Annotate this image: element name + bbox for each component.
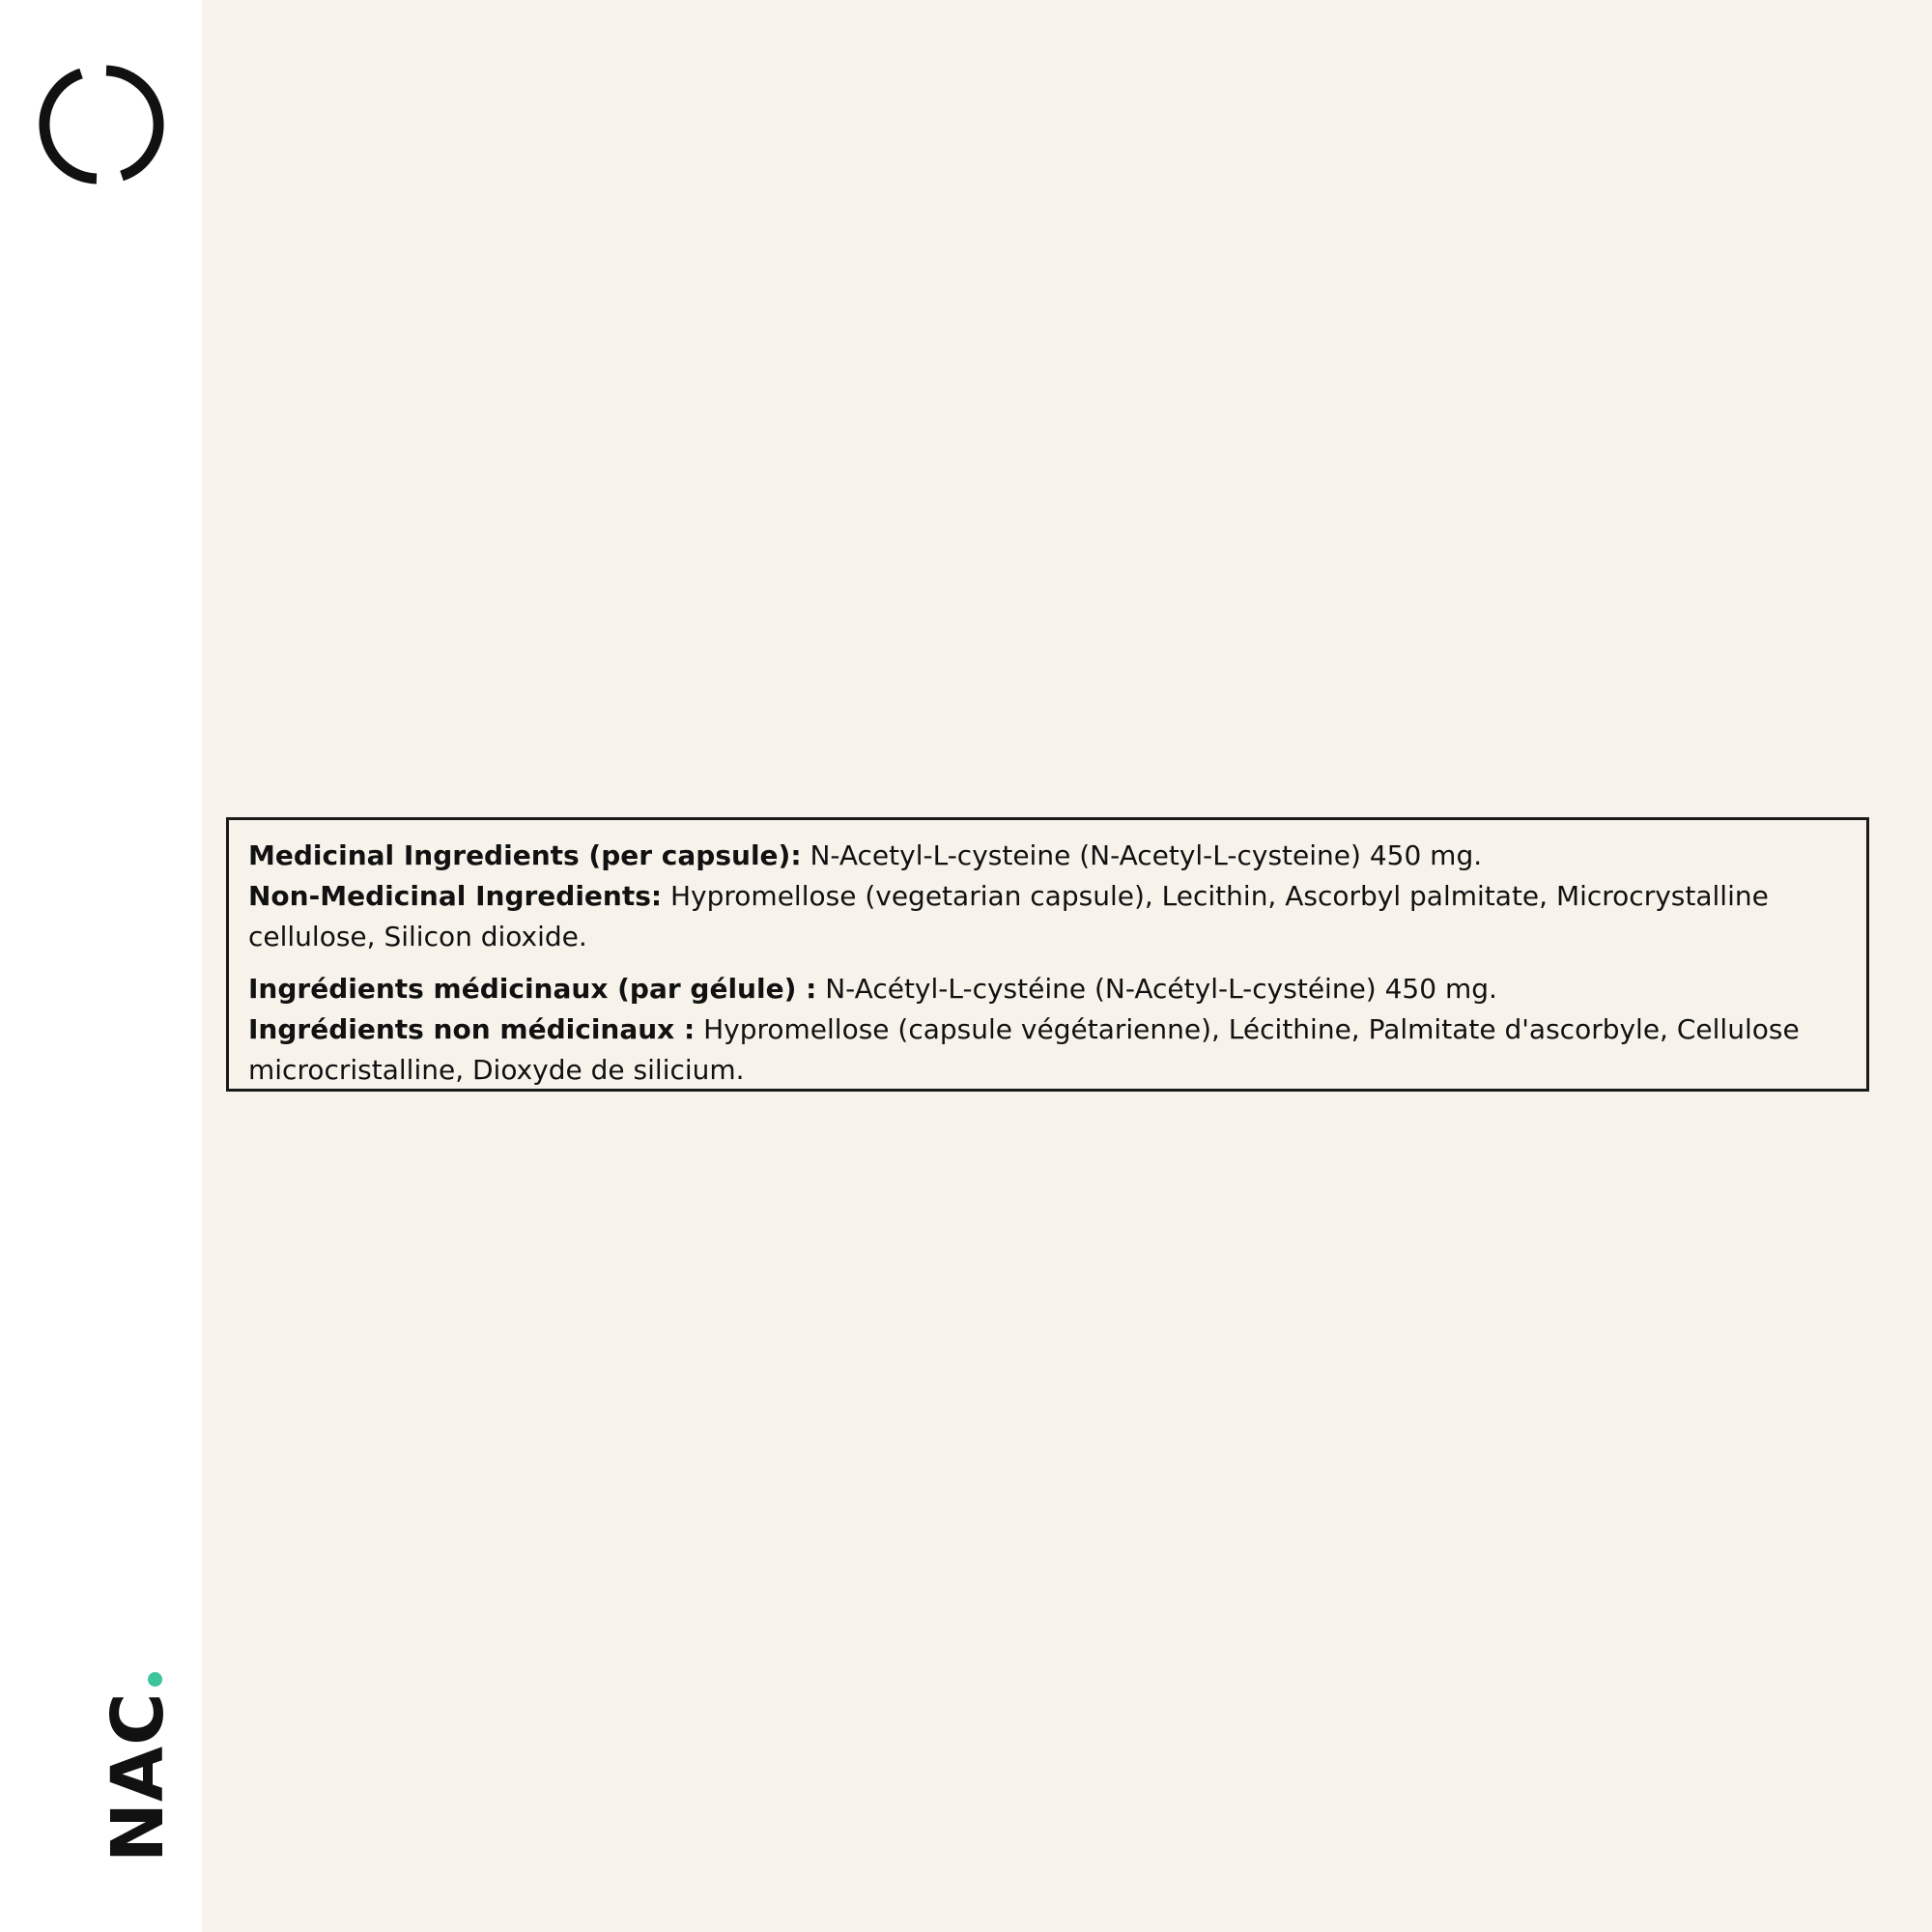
medicinal-text-fr: N-Acétyl-L-cystéine (N-Acétyl-L-cystéine) 450 mg.: [825, 973, 1497, 1005]
non-medicinal-text-fr: Hypromellose (capsule végétarienne), Lécithine, Palmitate d'ascorbyle, Cellulose microcristalline, Dioxyde de silicium.: [248, 1013, 1800, 1086]
non-medicinal-label-en: Non-Medicinal Ingredients:: [248, 880, 663, 912]
broken-circle-logo-icon: [39, 62, 164, 187]
brand-wordmark: [97, 1672, 180, 1862]
sidebar: [0, 0, 202, 1932]
ingredients-panel: [226, 817, 1869, 1092]
medicinal-label-fr: Ingrédients médicinaux (par gélule) :: [248, 973, 817, 1005]
non-medicinal-ingredients-en: [248, 876, 1847, 957]
medicinal-label-en: Medicinal Ingredients (per capsule):: [248, 839, 802, 871]
non-medicinal-label-fr: Ingrédients non médicinaux :: [248, 1013, 696, 1045]
medicinal-ingredients-en: [248, 836, 1847, 876]
non-medicinal-ingredients-fr: [248, 1009, 1847, 1091]
brand-accent-dot: [148, 1672, 162, 1687]
medicinal-ingredients-fr: [248, 969, 1847, 1009]
medicinal-text-en: N-Acetyl-L-cysteine (N-Acetyl-L-cysteine) 450 mg.: [810, 839, 1483, 871]
non-medicinal-text-en: Hypromellose (vegetarian capsule), Lecithin, Ascorbyl palmitate, Microcrystalline cellulose, Silicon dioxide.: [248, 880, 1769, 952]
brand-name: NAC: [97, 1691, 180, 1862]
